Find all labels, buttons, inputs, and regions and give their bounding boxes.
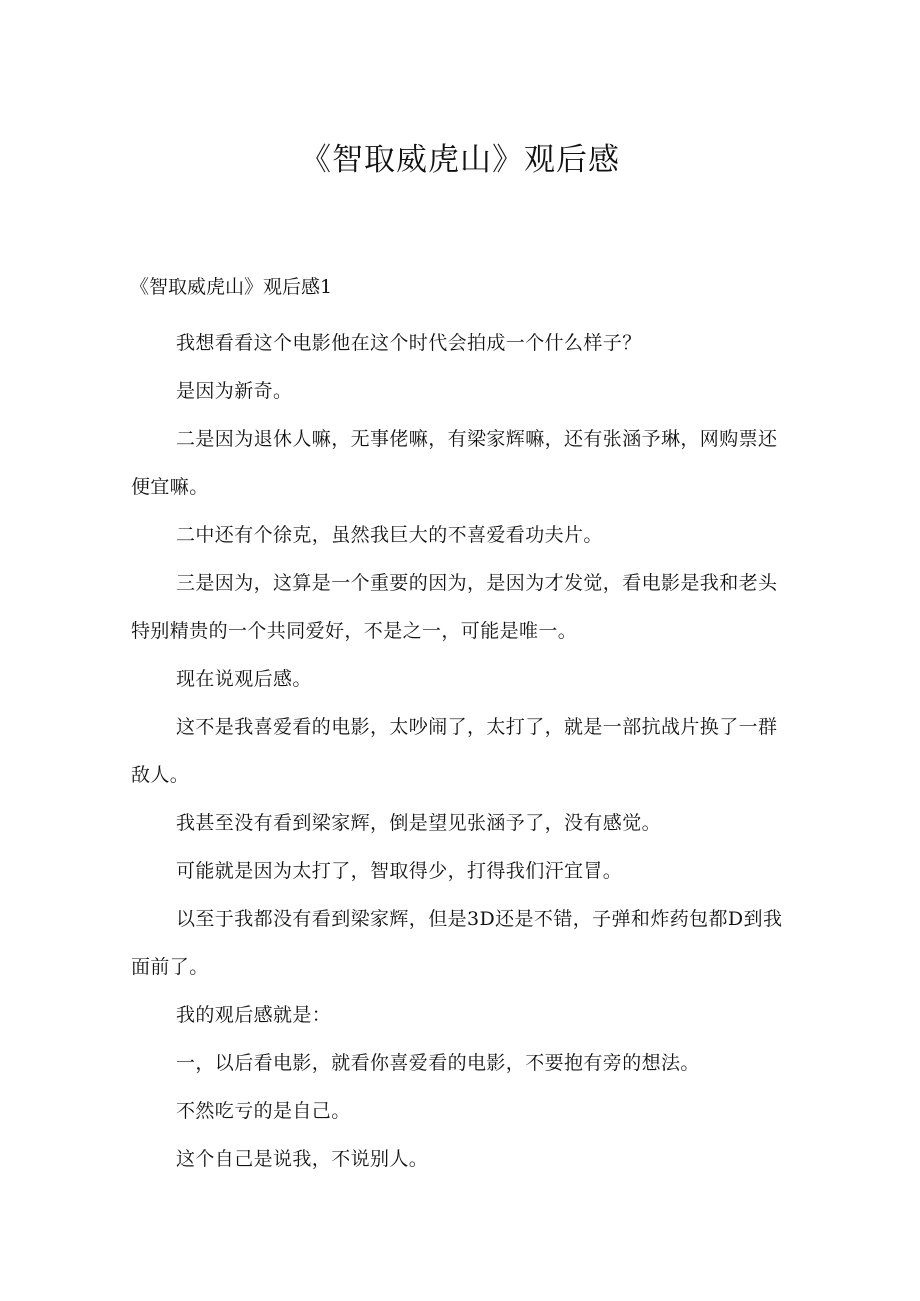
paragraph: 三是因为，这算是一个重要的因为，是因为才发觉，看电影是我和老头特别精贵的一个共同爱好，不是之一，可能是唯一。 bbox=[131, 572, 778, 642]
paragraph: 二中还有个徐克，虽然我巨大的不喜爱看功夫片。 bbox=[176, 524, 603, 546]
paragraph: 以至于我都没有看到梁家辉，但是3D还是不错，子弹和炸药包都D到我面前了。 bbox=[131, 908, 783, 978]
paragraph: 可能就是因为太打了，智取得少，打得我们汗宜冒。 bbox=[176, 860, 623, 882]
paragraph: 是因为新奇。 bbox=[176, 380, 293, 402]
section-heading: 《智取威虎山》观后感1 bbox=[130, 276, 333, 298]
paragraph: 我甚至没有看到梁家辉，倒是望见张涵予了，没有感觉。 bbox=[176, 812, 662, 834]
paragraph: 这不是我喜爱看的电影，太吵闹了，太打了，就是一部抗战片换了一群敌人。 bbox=[131, 716, 778, 786]
document-title: 《智取威虎山》观后感 bbox=[300, 142, 620, 178]
body-text bbox=[131, 319, 791, 1183]
paragraph: 这个自己是说我，不说别人。 bbox=[176, 1148, 429, 1170]
paragraph: 我的观后感就是： bbox=[176, 1004, 332, 1026]
paragraph: 我想看看这个电影他在这个时代会拍成一个什么样子？ bbox=[176, 332, 642, 354]
paragraph: 现在说观后感。 bbox=[176, 668, 312, 690]
paragraph: 一，以后看电影，就看你喜爱看的电影，不要抱有旁的想法。 bbox=[176, 1052, 700, 1074]
paragraph: 二是因为退休人嘛，无事佬嘛，有梁家辉嘛，还有张涵予琳，网购票还便宜嘛。 bbox=[131, 428, 778, 498]
paragraph: 不然吃亏的是自己。 bbox=[176, 1100, 351, 1122]
